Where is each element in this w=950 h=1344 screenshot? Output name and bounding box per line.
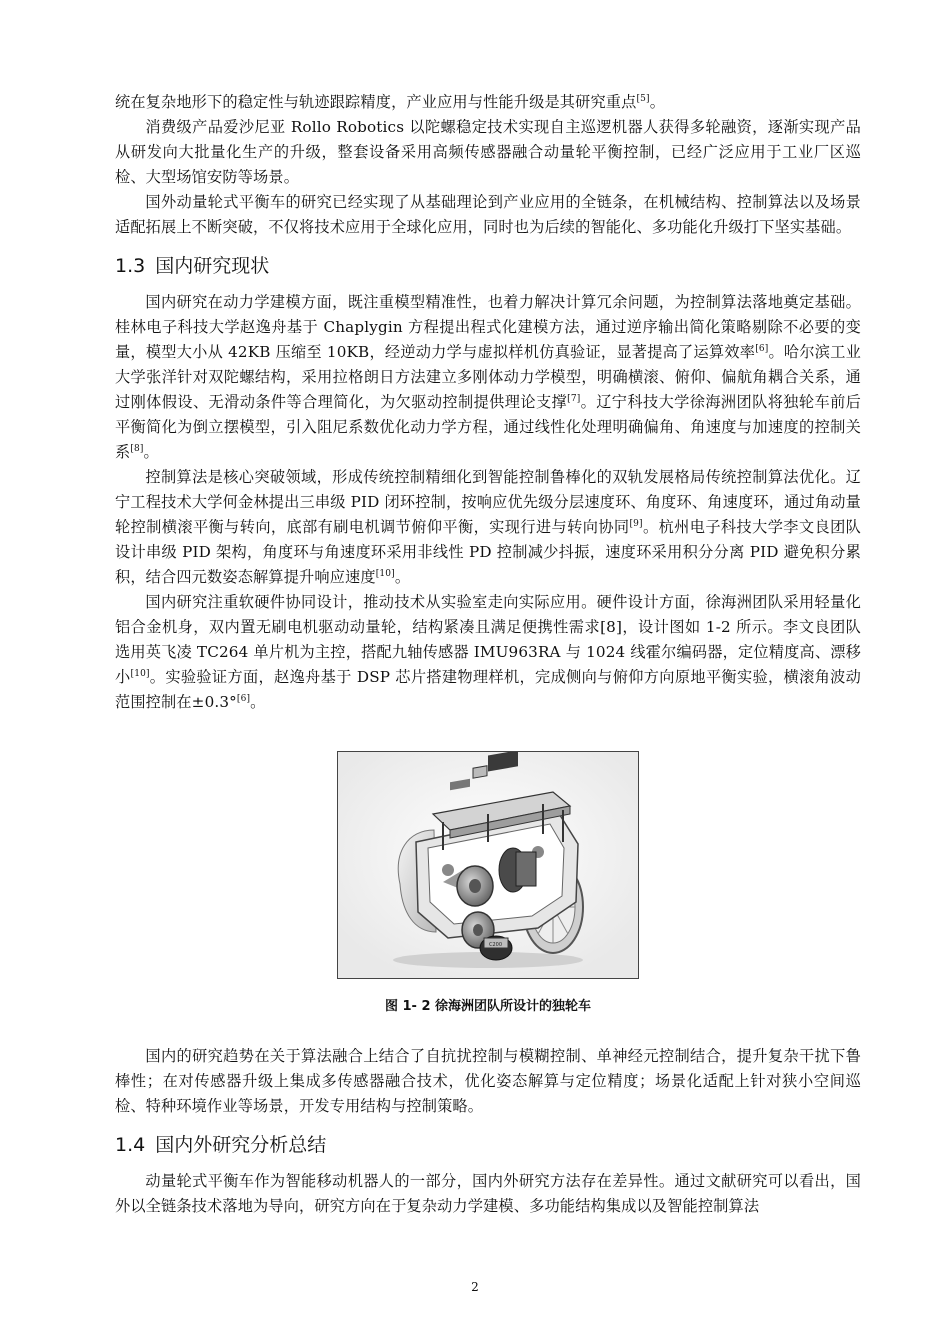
citation: [6] [755,344,769,354]
section-title: 国内外研究分析总结 [155,1134,327,1156]
paragraph-analysis-summary: 动量轮式平衡车作为智能移动机器人的一部分，国内外研究方法存在差异性。通过文献研究可以看出，国外以全链条技术落地为导向，研究方向在于复杂动力学建模、多功能结构集成以及智能控制算法 [115,1172,861,1215]
citation: [9] [629,519,643,529]
section-title: 国内研究现状 [155,255,270,277]
section-heading-1-3 [115,253,861,279]
document-body [115,90,861,1219]
wheel-label: C200 [489,942,503,948]
citation: [8] [130,444,144,454]
section-number: 1.4 [115,1134,146,1156]
citation: [7] [567,394,581,404]
paragraph-continued: 统在复杂地形下的稳定性与轨迹跟踪精度，产业应用与性能升级是其研究重点[5]。 [115,93,666,111]
section-number: 1.3 [115,255,146,277]
unicycle-robot-icon [338,752,638,978]
figure-caption: 图 1- 2 徐海洲团队所设计的独轮车 [384,999,592,1014]
paragraph-foreign-summary: 国外动量轮式平衡车的研究已经实现了从基础理论到产业应用的全链条，在机械结构、控制算法以及场景适配拓展上不断突破，不仅将技术应用于全球化应用，同时也为后续的智能化、多功能化升级打下坚实基础。 [115,193,861,236]
paragraph-trends: 国内的研究趋势在关于算法融合上结合了自抗扰控制与模糊控制、单神经元控制结合，提升复杂干扰下鲁棒性；在对传感器升级上集成多传感器融合技术，优化姿态解算与定位精度；场景化适配上针对狭小空间巡检、特种环境作业等场景，开发专用结构与控制策略。 [115,1047,861,1115]
citation: [5] [636,94,650,104]
citation: [10] [130,669,150,679]
page-number: 2 [471,1280,479,1294]
figure-unicycle-image [337,751,639,979]
paragraph-dynamics-modeling: 国内研究在动力学建模方面，既注重模型精准性，也着力解决计算冗余问题，为控制算法落地奠定基础。桂林电子科技大学赵逸舟基于 Chaplygin 方程提出程式化建模方法，通过逆序输出简化策略剔除不必要的变量，模型大小从 42KB 压缩至 10KB，经逆动力学与虚拟样机仿真验证，显著提高了运算效率[6]。哈尔滨工业大学张洋针对双陀螺结构，采用拉格朗日方法建立多刚体动力学模型，明确横滚、俯仰、偏航角耦合关系，通过刚体假设、无滑动条件等合理简化，为欠驱动控制提供理论支撑[7]。辽宁科技大学徐海洲团队将独轮车前后平衡简化为倒立摆模型，引入阻尼系数优化动力学方程，通过线性化处理明确偏角、角速度与加速度的控制关系[8]。 [115,293,862,461]
section-heading-1-4 [115,1132,861,1158]
paragraph-hardware-design: 国内研究注重软硬件协同设计，推动技术从实验室走向实际应用。硬件设计方面，徐海洲团队采用轻量化铝合金机身，双内置无刷电机驱动动量轮，结构紧凑且满足便携性需求[8]，设计图如 1-2 所示。李文良团队选用英飞凌 TC264 单片机为主控，搭配九轴传感器 IMU963RA 与 1024 线霍尔编码器，定位精度高、漂移小[10]。实验验证方面，赵逸舟基于 DSP 芯片搭建物理样机，完成侧向与俯仰方向原地平衡实验，横滚角波动范围控制在±0.3°[6]。 [115,593,861,711]
citation: [10] [375,569,395,579]
paragraph-rollo: 消费级产品爱沙尼亚 Rollo Robotics 以陀螺稳定技术实现自主巡逻机器人获得多轮融资，逐渐实现产品从研发向大批量化生产的升级，整套设备采用高频传感器融合动量轮平衡控制，已经广泛应用于工业厂区巡检、大型场馆安防等场景。 [115,118,861,186]
paragraph-control-algorithms: 控制算法是核心突破领域，形成传统控制精细化到智能控制鲁棒化的双轨发展格局传统控制算法优化。辽宁工程技术大学何金林提出三串级 PID 闭环控制，按响应优先级分层速度环、角度环、角速度环，通过角动量轮控制横滚平衡与转向，底部有刷电机调节俯仰平衡，实现行进与转向协同[9]。杭州电子科技大学李文良团队设计串级 PID 架构，角度环与角速度环采用非线性 PD 控制减少抖振，速度环采用积分分离 PID 避免积分累积，结合四元数姿态解算提升响应速度[10]。 [115,468,861,586]
citation: [6] [236,694,251,704]
